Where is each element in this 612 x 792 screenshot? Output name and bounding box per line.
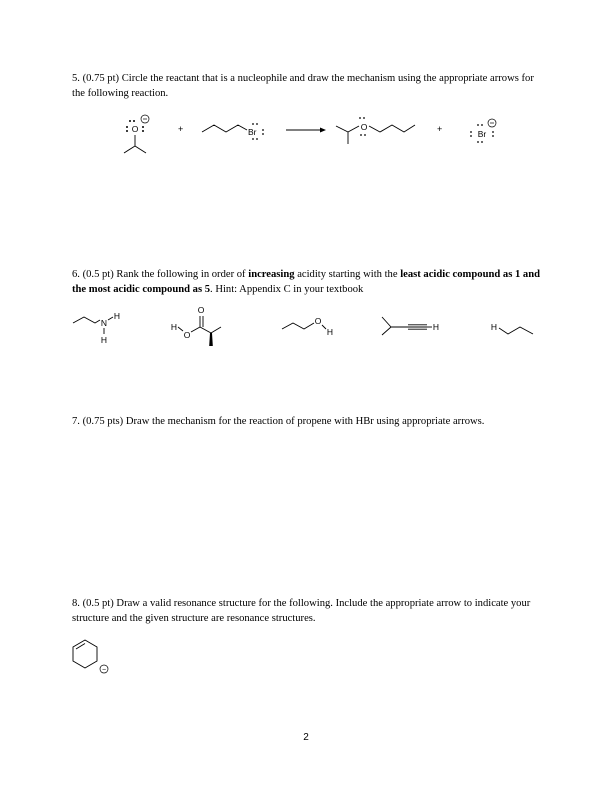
- isopropoxide-structure: [124, 115, 149, 153]
- q6-compounds-row: [70, 305, 540, 360]
- compound-amine: [73, 311, 120, 345]
- q5-reaction-scheme: [110, 110, 510, 170]
- question-6-text: 6. (0.5 pt) Rank the following in order of increasing acidity starting with the least acidic compound as 1 and the most acidic compound as 5. Hint: Appendix C in your textbook: [72, 269, 540, 295]
- hydrogen-label: H: [113, 311, 121, 321]
- compound-alkyne: [382, 317, 439, 335]
- hydrogen-label: H: [490, 322, 498, 332]
- plus-sign-1: +: [178, 124, 184, 134]
- ether-oxygen-label: O: [360, 122, 368, 132]
- question-7-text: 7. (0.75 pts) Draw the mechanism for the reaction of propene with HBr using appropriate arrows.: [72, 416, 485, 427]
- question-8-text: 8. (0.5 pt) Draw a valid resonance structure for the following. Include the appropriate arrow to indicate your structure and the given structure are resonance structures.: [72, 598, 531, 624]
- plus-sign-2: +: [437, 124, 443, 134]
- question-5-text: 5. (0.75 pt) Circle the reactant that is a nucleophile and draw the mechanism using the appropriate arrows for the following reaction.: [72, 73, 534, 99]
- bromide-label: Br: [477, 129, 487, 139]
- bromobutane-structure: [202, 123, 264, 140]
- nitrogen-label: N: [100, 318, 108, 328]
- ether-product-structure: [336, 117, 415, 144]
- carbonyl-oxygen-label: O: [197, 305, 205, 315]
- compound-carboxylic-acid: [171, 305, 221, 346]
- oxygen-label: O: [183, 330, 191, 340]
- cyclohexenyl-anion-structure: [70, 635, 120, 680]
- page-number: 2: [303, 732, 309, 743]
- hydrogen-label: H: [326, 327, 334, 337]
- charge-label: −: [101, 666, 107, 674]
- compound-alcohol: [282, 316, 333, 337]
- bromide-ion-structure: [470, 119, 496, 143]
- oxygen-label: O: [314, 316, 322, 326]
- oxygen-atom-label: O: [131, 124, 139, 134]
- compound-alkane: [491, 322, 533, 334]
- hydrogen-label: H: [432, 322, 440, 332]
- bromine-atom-label: Br: [248, 127, 257, 137]
- hydrogen-label: H: [100, 335, 108, 345]
- hydrogen-label: H: [170, 322, 178, 332]
